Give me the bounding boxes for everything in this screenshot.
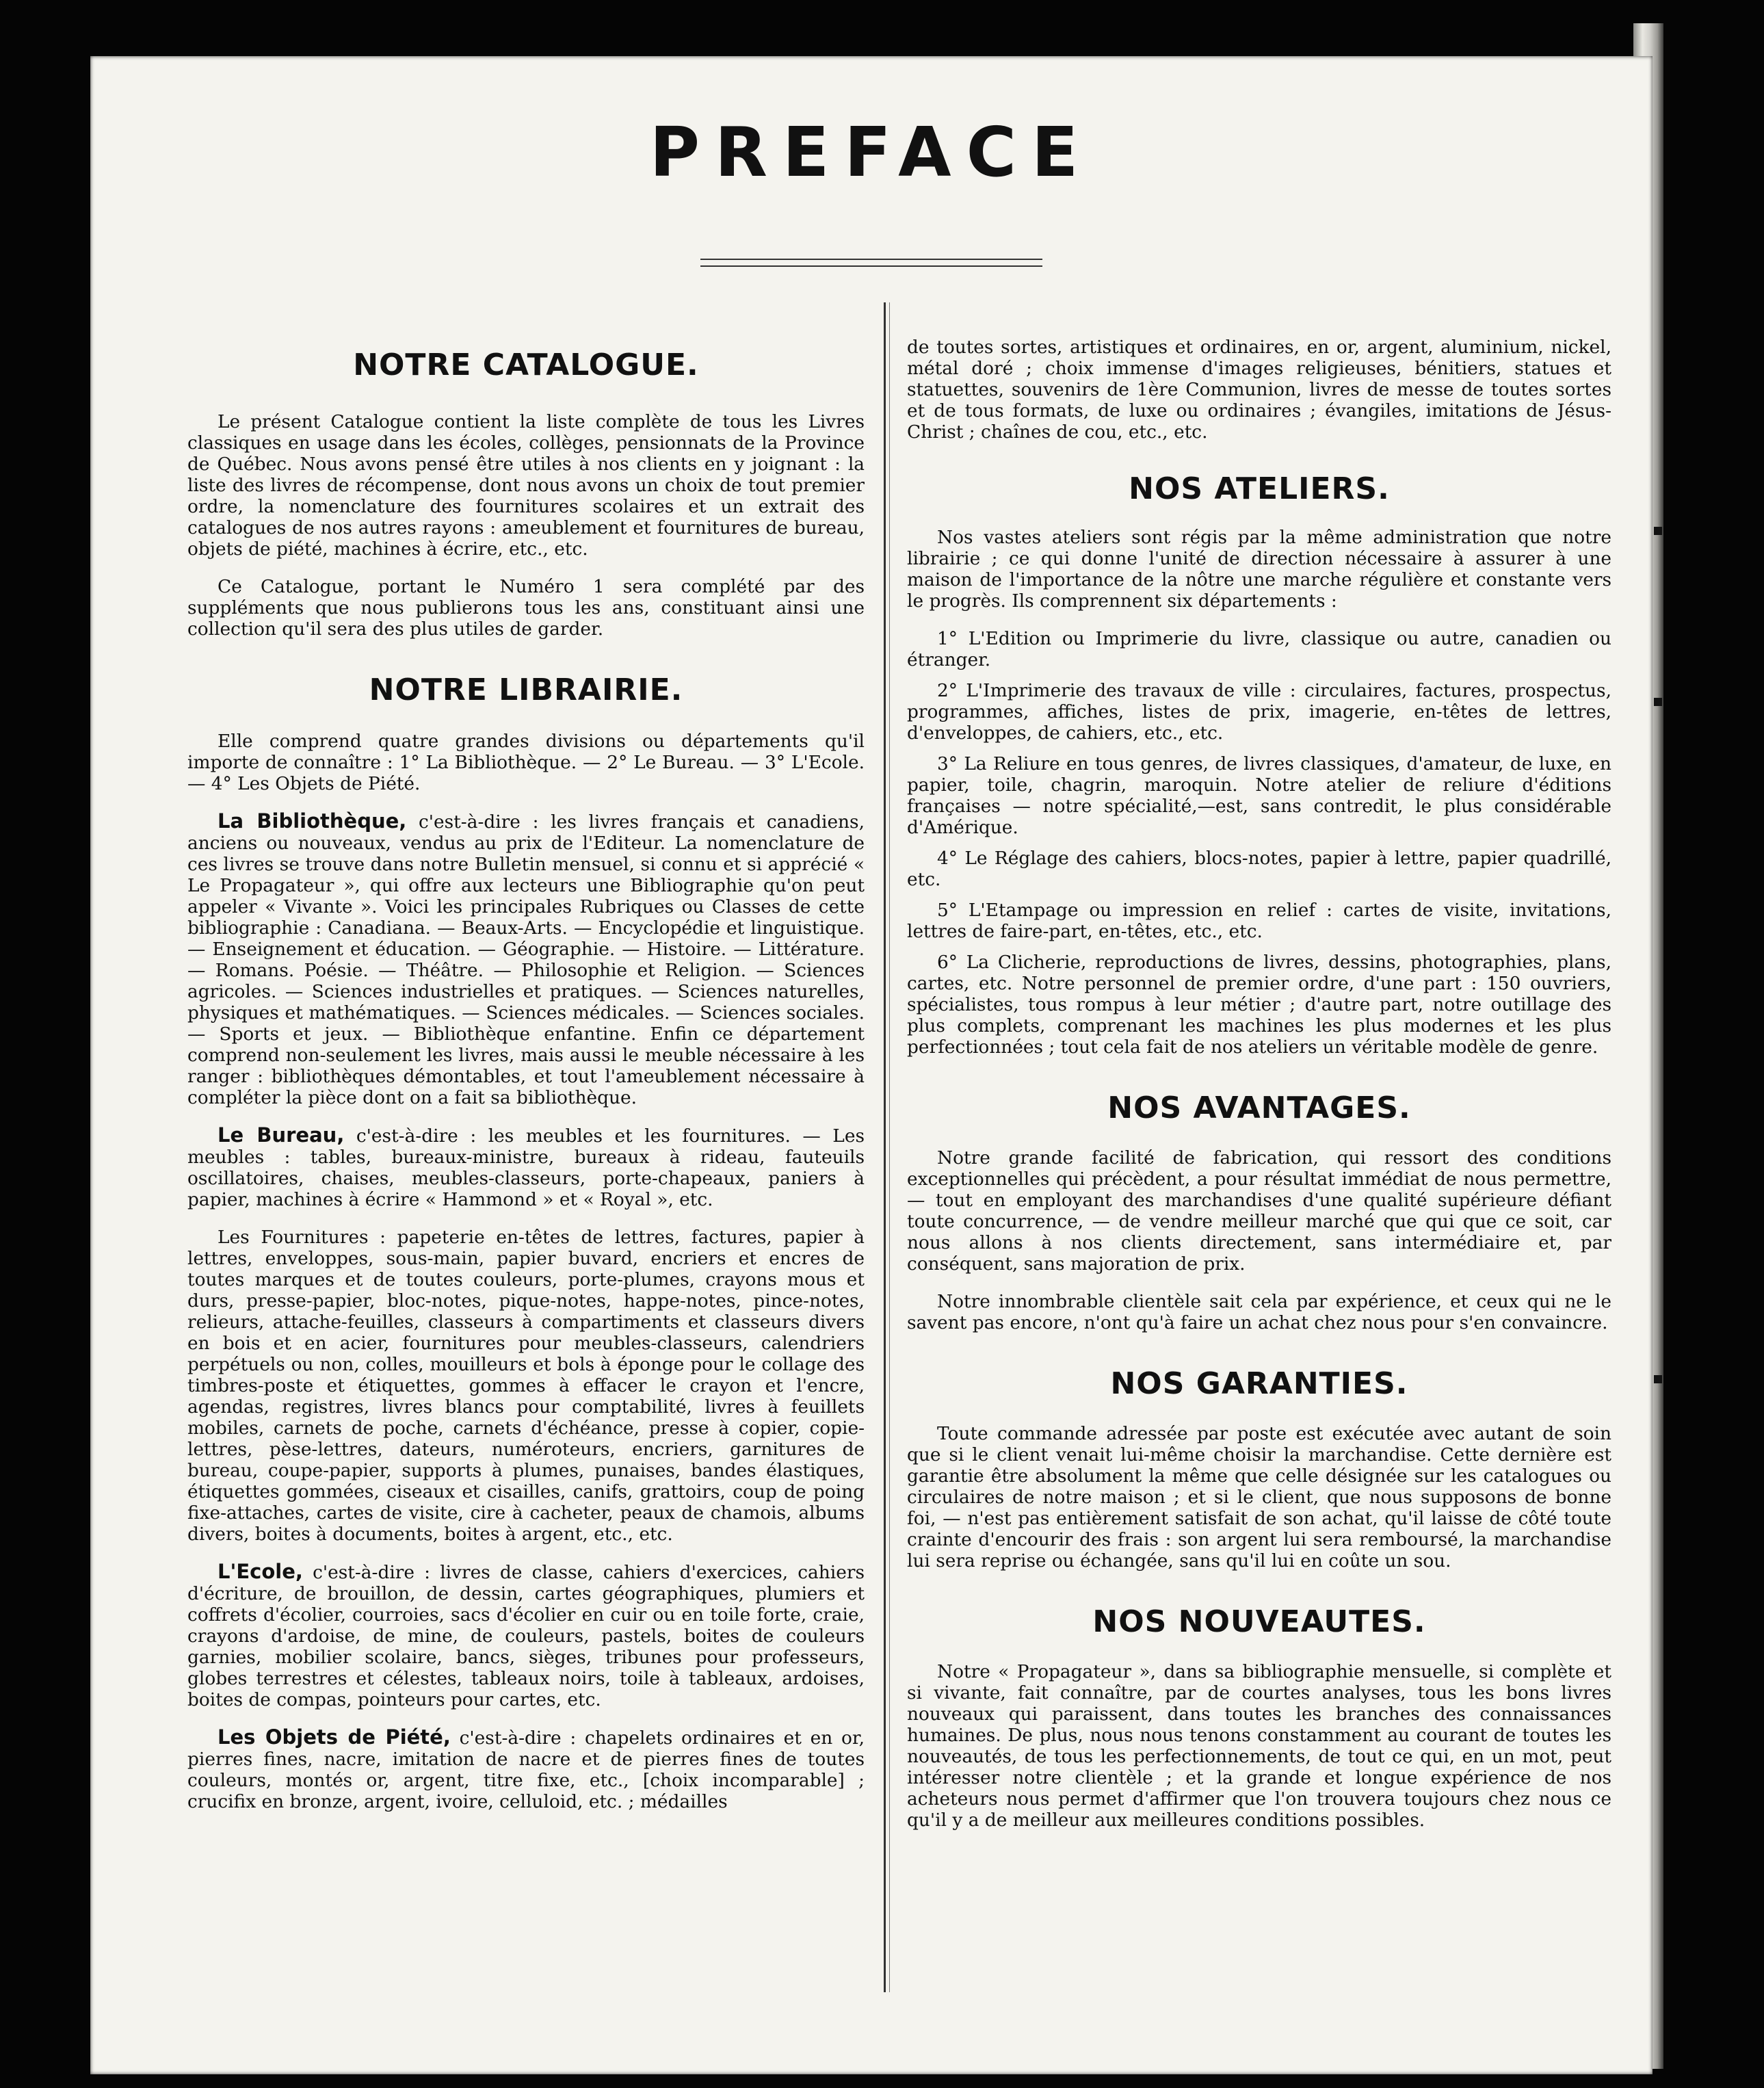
atelier-dept-1: 1° L'Edition ou Imprimerie du livre, classique ou autre, canadien ou étranger. bbox=[907, 628, 1611, 670]
scan-mark bbox=[1654, 698, 1662, 706]
ecole-text: c'est-à-dire : livres de classe, cahiers d'exercices, cahiers d'écriture, de brouillon, de dessin, cartes géographiques, plumiers et coffrets d'écolier, courroies, sacs d'écolier en cuir ou en toile forte, craie, crayons d'ardoise, de mine, de couleurs, pastels, boites de couleurs garnies, mobilier scolaire, bancs, sièges, tribunes pour professeurs, globes terrestres et célestes, tableaux noirs, toile à tableaux, ardoises, boites de compas, pointeurs pour cartes, etc. bbox=[187, 1562, 865, 1710]
atelier-dept-3: 3° La Reliure en tous genres, de livres classiques, d'amateur, de luxe, en papier, toile, chagrin, maroquin. Notre atelier de reliure d'éditions françaises — notre spécialité,—est, sans contredit, le plus considérable d'Amérique. bbox=[907, 753, 1611, 838]
column-divider-thin bbox=[889, 302, 890, 1992]
section-heading-nouveautes: NOS NOUVEAUTES. bbox=[1092, 1604, 1426, 1639]
section-heading-avantages: NOS AVANTAGES. bbox=[1107, 1091, 1411, 1125]
fournitures-paragraph: Les Fournitures : papeterie en-têtes de lettres, factures, papier à lettres, enveloppes, sous-main, papier buvard, encriers et encres de toutes marques et de toutes couleurs, porte-plumes, crayons mous et durs, presse-papier, bloc-notes, pique-notes, happe-notes, pince-notes, relieurs, attache-feuilles, classeurs à compartiments et classeurs divers en bois et en acier, fournitures pour meubles-classeurs, calendriers perpétuels ou non, colles, mouilleurs et bols à éponge pour le collage des timbres-poste et étiquettes, gommes à effacer le crayon et l'encre, agendas, registres, livres blancs pour comptabilité, livres à feuillets mobiles, carnets de poche, carnets d'échéance, presse à copier, copie-lettres, pèse-lettres, dateurs, numéroteurs, encriers, garnitures de bureau, coupe-papier, supports à plumes, punaises, bandes élastiques, étiquettes gommées, ciseaux et cisailles, canifs, grattoirs, coup de poing fixe-attaches, cartes de visite, cire à cacheter, peaux de chamois, albums divers, boites à documents, boites à argent, etc., etc. bbox=[187, 1227, 865, 1545]
right-column bbox=[907, 287, 1611, 1831]
atelier-dept-6: 6° La Clicherie, reproductions de livres, dessins, photographies, plans, cartes, etc. Notre personnel de premier ordre, d'une part : 150 ouvriers, spécialistes, tous rompus à leur métier ; d'autre part, notre outillage des plus complets, comprenant les machines les plus modernes et les plus perfectionnées ; tout cela fait de nos ateliers un véritable modèle de genre. bbox=[907, 952, 1611, 1058]
avantages-paragraph-2: Notre innombrable clientèle sait cela par expérience, et ceux qui ne le savent pas encore, n'ont qu'à faire un achat chez nous pour s'en convaincre. bbox=[907, 1291, 1611, 1333]
ecole-lead: L'Ecole, bbox=[218, 1560, 303, 1583]
scan-mark bbox=[1654, 1375, 1662, 1383]
continuation-paragraph: de toutes sortes, artistiques et ordinaires, en or, argent, aluminium, nickel, métal doré ; choix immense d'images religieuses, bénitiers, statues et statuettes, souvenirs de 1ère Communion, livres de messe de toutes sortes et de tous formats, de luxe ou ordinaires ; évangiles, imitations de Jésus-Christ ; chaînes de cou, etc., etc. bbox=[907, 337, 1611, 443]
nouveautes-paragraph: Notre « Propagateur », dans sa bibliographie mensuelle, si complète et si vivante, fait connaître, par de courtes analyses, tous les bons livres nouveaux qui paraissent, dans toutes les branches des connaissances humaines. De plus, nous nous tenons constamment au courant de toutes les nouveautés, de tous les perfectionnements, de tout ce qui, en un mot, peut intéresser notre clientèle ; et la grande et longue expérience de nos acheteurs nous permet d'affirmer que l'on trouvera toujours chez nous ce qu'il y a de meilleur aux meilleures conditions possibles. bbox=[907, 1661, 1611, 1831]
bureau-lead: Le Bureau, bbox=[218, 1123, 345, 1147]
atelier-dept-4: 4° Le Réglage des cahiers, blocs-notes, papier à lettre, papier quadrillé, etc. bbox=[907, 848, 1611, 890]
bureau-paragraph bbox=[187, 1125, 865, 1210]
section-heading-garanties: NOS GARANTIES. bbox=[1110, 1366, 1408, 1401]
bibliotheque-paragraph bbox=[187, 811, 865, 1108]
bibliotheque-text: c'est-à-dire : les livres français et canadiens, anciens ou nouveaux, vendus au prix de l'Editeur. La nomenclature de ces livres se trouve dans notre Bulletin mensuel, si connu et si apprécié « Le Propagateur », qui offre aux lecteurs une Bibliographie qu'on peut appeler « Vivante ». Voici les principales Rubriques ou Classes de cette bibliographie : Canadiana. — Beaux-Arts. — Encyclopédie et linguistique. — Enseignement et éducation. — Géographie. — Histoire. — Littérature. — Romans. Poésie. — Théâtre. — Philosophie et Religion. — Sciences agricoles. — Sciences industrielles et pratiques. — Sciences naturelles, physiques et mathématiques. — Sciences médicales. — Sciences sociales. — Sports et jeux. — Bibliothèque enfantine. Enfin ce département comprend non-seulement les livres, mais aussi le meuble nécessaire à les ranger : bibliothèques démontables, et tout l'ameublement nécessaire à compléter la pièce dont on a fait sa bibliothèque. bbox=[187, 811, 865, 1108]
catalogue-paragraph-1: Le présent Catalogue contient la liste complète de tous les Livres classiques en usage dans les écoles, collèges, pensionnats de la Province de Québec. Nous avons pensé être utiles à nos clients en y joignant : la liste des livres de récompense, dont nous avons un choix de tout premier ordre, la nomenclature des fournitures scolaires et un extrait des catalogues de nos autres rayons : ameublement et fournitures de bureau, objets de piété, machines à écrire, etc., etc. bbox=[187, 411, 865, 560]
left-column bbox=[187, 287, 865, 1812]
atelier-dept-2: 2° L'Imprimerie des travaux de ville : circulaires, factures, prospectus, programmes, affiches, listes de prix, imagerie, en-têtes de lettres, d'enveloppes, de cahiers, etc., etc. bbox=[907, 680, 1611, 744]
title-rule-bottom bbox=[700, 265, 1042, 267]
objets-paragraph bbox=[187, 1727, 865, 1812]
librairie-intro: Elle comprend quatre grandes divisions ou départements qu'il importe de connaître : 1° La Bibliothèque. — 2° Le Bureau. — 3° L'Ecole. — 4° Les Objets de Piété. bbox=[187, 731, 865, 794]
catalogue-paragraph-2: Ce Catalogue, portant le Numéro 1 sera complété par des suppléments que nous publierons tous les ans, constituant ainsi une collection qu'il sera des plus utiles de garder. bbox=[187, 576, 865, 640]
section-heading-catalogue: NOTRE CATALOGUE. bbox=[353, 348, 699, 382]
scan-mark bbox=[1654, 527, 1662, 535]
page-title: PREFACE bbox=[649, 112, 1094, 192]
bibliotheque-lead: La Bibliothèque, bbox=[218, 809, 407, 833]
title-rule-top bbox=[700, 259, 1042, 260]
objets-text: c'est-à-dire : chapelets ordinaires et en or, pierres fines, nacre, imitation de nacre et de pierres fines de toutes couleurs, montés or, argent, titre fixe, etc., [choix incomparable] ; crucifix en bronze, argent, ivoire, celluloid, etc. ; médailles bbox=[187, 1727, 865, 1812]
atelier-dept-5: 5° L'Etampage ou impression en relief : cartes de visite, invitations, lettres de faire-part, en-têtes, etc., etc. bbox=[907, 900, 1611, 942]
avantages-paragraph-1: Notre grande facilité de fabrication, qui ressort des conditions exceptionnelles qui précèdent, a pour résultat immédiat de nous permettre, — tout en employant des marchandises d'une qualité supérieure défiant toute concurrence, — de vendre meilleur marché que qui que ce soit, car nous allons à nos clients directement, sans intermédiaire et, par conséquent, sans majoration de prix. bbox=[907, 1147, 1611, 1275]
column-divider bbox=[884, 302, 886, 1992]
ecole-paragraph bbox=[187, 1561, 865, 1710]
garanties-paragraph: Toute commande adressée par poste est exécutée avec autant de soin que si le client venait lui-même choisir la marchandise. Cette dernière est garantie être absolument la même que celle désignée sur les catalogues ou circulaires de notre maison ; et si le client, que nous supposons de bonne foi, — n'est pas entièrement satisfait de son achat, qu'il laisse de côté toute crainte d'encourir des frais : son argent lui sera remboursé, la marchandise lui sera reprise ou échangée, sans qu'il lui en coûte un sou. bbox=[907, 1423, 1611, 1571]
document-page bbox=[90, 56, 1653, 2074]
ateliers-intro: Nos vastes ateliers sont régis par la même administration que notre librairie ; ce qui donne l'unité de direction nécessaire à assurer à une maison de l'importance de la nôtre une marche régulière et constante vers le progrès. Ils comprennent six départements : bbox=[907, 527, 1611, 612]
bureau-text: c'est-à-dire : les meubles et les fournitures. — Les meubles : tables, bureaux-ministre, bureaux à rideau, fauteuils oscillatoires, chaises, meubles-classeurs, porte-chapeaux, paniers à papier, machines à écrire « Hammond » et « Royal », etc. bbox=[187, 1125, 865, 1210]
objets-lead: Les Objets de Piété, bbox=[218, 1725, 451, 1749]
section-heading-ateliers: NOS ATELIERS. bbox=[1129, 471, 1390, 506]
section-heading-librairie: NOTRE LIBRAIRIE. bbox=[369, 673, 683, 707]
